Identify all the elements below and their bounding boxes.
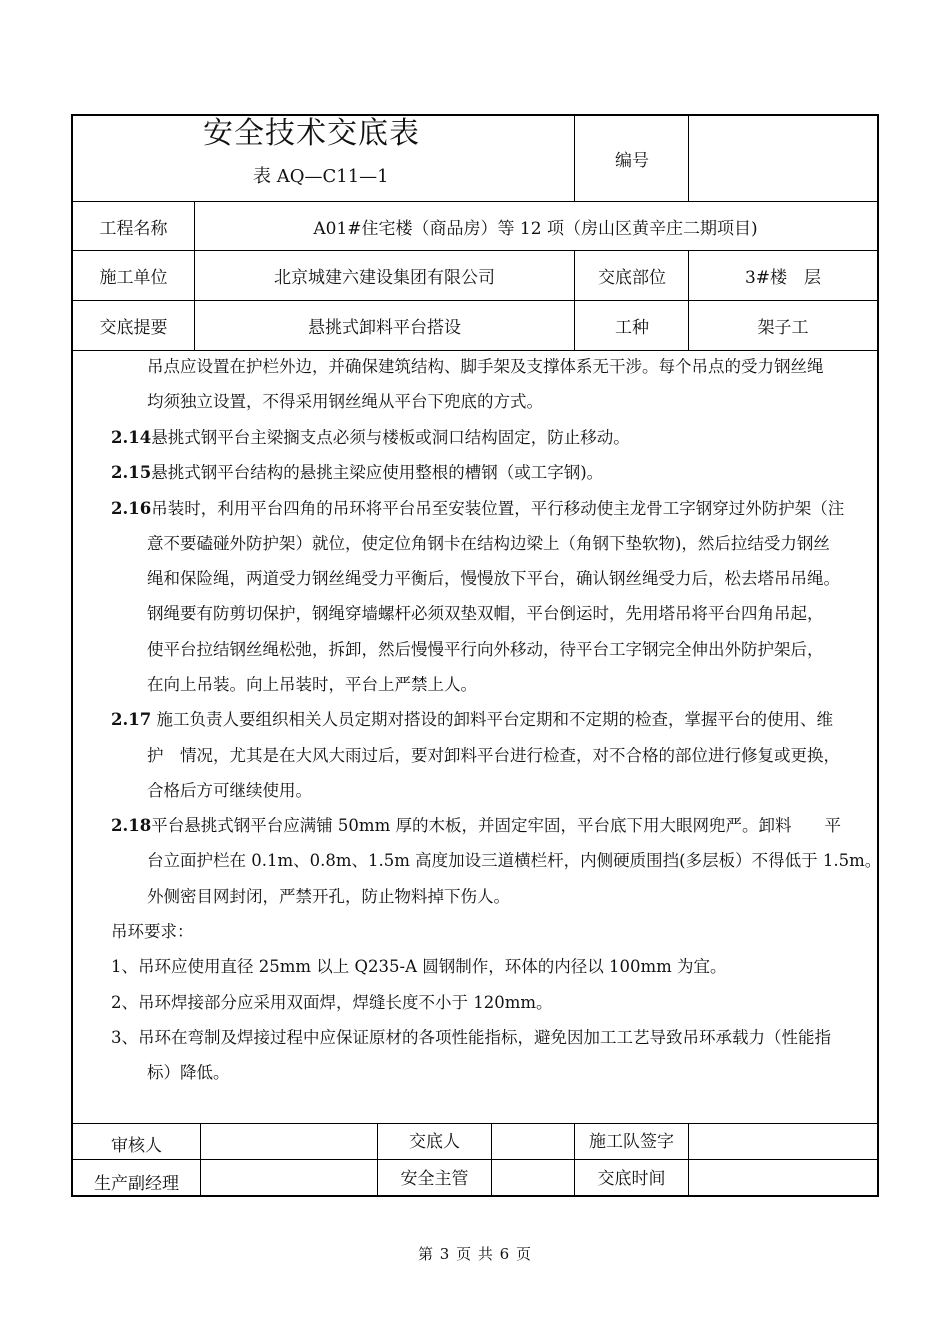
clause-number: 2.14 [111,428,152,447]
disclosure-part-value: 3#楼 层 [744,268,822,288]
content-line: 1、吊环应使用直径 25mm 以上 Q235-A 圆钢制作，环体的内径以 100mm 为宜。 [111,957,727,976]
content-line: 外侧密目网封闭，严禁开孔，防止物料掉下伤人。 [147,887,510,906]
team-signature-field[interactable] [689,1124,877,1159]
construction-unit-label: 施工单位 [99,268,168,288]
content-line: 平台悬挑式钢平台应满铺 50mm 厚的木板，并固定牢固，平台底下用大眼网兜严。卸料 平 [151,816,841,835]
content-line: 吊点应设置在护栏外边，并确保建筑结构、脚手架及支撑体系无干涉。每个吊点的受力钢丝绳 [147,357,824,376]
clause-number: 2.18 [111,816,152,835]
content-line: 3、吊环在弯制及焊接过程中应保证原材的各项性能指标，避免因加工工艺导致吊环承载力（性能指 [111,1028,831,1047]
clause-2-18 [111,809,841,843]
lifting-ring-heading: 吊环要求： [111,922,194,941]
content-line: 绳和保险绳，两道受力钢丝绳受力平衡后，慢慢放下平台，确认钢丝绳受力后，松去塔吊吊绳。 [147,569,840,588]
summary-label: 交底提要 [99,318,168,338]
reviewer-label: 审核人 [111,1135,162,1156]
clause-number: 2.17 [111,710,152,729]
content-line: 台立面护栏在 0.1m、0.8m、1.5m 高度加设三道横栏杆，内侧硬质围挡(多层板）不得低于 1.5m。 [147,851,882,870]
clause-number: 2.15 [111,463,152,482]
trade-label: 工种 [615,318,649,338]
clause-number: 2.16 [111,499,152,518]
clause-2-16 [111,492,844,526]
page-number: 第 3 页 共 6 页 [418,1245,532,1263]
content-line: 吊装时，利用平台四角的吊环将平台吊至安装位置，平行移动使主龙骨工字钢穿过外防护架（注 [151,499,845,518]
clause-2-17 [111,703,833,737]
content-line: 钢绳要有防剪切保护，钢绳穿墙螺杆必须双垫双帽，平台倒运时，先用塔吊将平台四角吊起， [147,604,824,623]
content-line: 在向上吊装。向上吊装时，平台上严禁上人。 [147,675,477,694]
content-line: 均须独立设置，不得采用钢丝绳从平台下兜底的方式。 [147,392,543,411]
reviewer-signature-field[interactable] [201,1124,377,1159]
content-line: 悬挑式钢平台主梁搁支点必须与楼板或洞口结构固定，防止移动。 [151,428,630,447]
disclosure-part-label: 交底部位 [598,268,666,288]
disclose-time-label: 交底时间 [597,1169,666,1189]
team-sign-label: 施工队签字 [589,1132,674,1152]
discloser-label: 交底人 [409,1132,460,1152]
deputy-manager-signature-field[interactable] [201,1160,377,1197]
content-line: 2、吊环焊接部分应采用双面焊，焊缝长度不小于 120mm。 [111,993,553,1012]
trade-value: 架子工 [757,318,809,338]
summary-value: 悬挑式卸料平台搭设 [308,318,461,338]
project-name-value: A01#住宅楼（商品房）等 12 项（房山区黄辛庄二期项目) [313,218,758,239]
project-name-label: 工程名称 [99,218,168,239]
content-line: 悬挑式钢平台结构的悬挑主梁应使用整根的槽钢（或工字钢)。 [151,463,604,482]
content-line: 使平台拉结钢丝绳松弛，拆卸，然后慢慢平行向外移动，待平台工字钢完全伸出外防护架后， [147,640,824,659]
clause-2-15 [111,456,603,490]
disclose-time-field[interactable] [689,1160,877,1197]
deputy-manager-label: 生产副经理 [94,1173,179,1194]
content-line: 施工负责人要组织相关人员定期对搭设的卸料平台定期和不定期的检查，掌握平台的使用、维 [156,710,833,729]
safety-disclosure-form [71,114,882,1197]
form-code: 表 AQ—C11—1 [253,166,389,187]
content-line: 标）降低。 [147,1063,230,1082]
safety-head-signature-field[interactable] [492,1160,574,1197]
content-line: 合格后方可继续使用。 [147,781,312,800]
content-line: 护 情况，尤其是在大风大雨过后，要对卸料平台进行检查，对不合格的部位进行修复或更换， [147,746,840,765]
safety-head-label: 安全主管 [400,1169,469,1189]
construction-unit-value: 北京城建六建设集团有限公司 [274,268,495,288]
clause-2-14 [111,421,630,455]
form-title: 安全技术交底表 [203,116,420,151]
discloser-signature-field[interactable] [492,1124,574,1159]
number-label: 编号 [615,151,649,171]
content-line: 意不要磕碰外防护架）就位，使定位角钢卡在结构边梁上（角钢下垫软物)，然后拉结受力钢丝 [147,534,830,553]
number-value[interactable] [689,116,877,201]
